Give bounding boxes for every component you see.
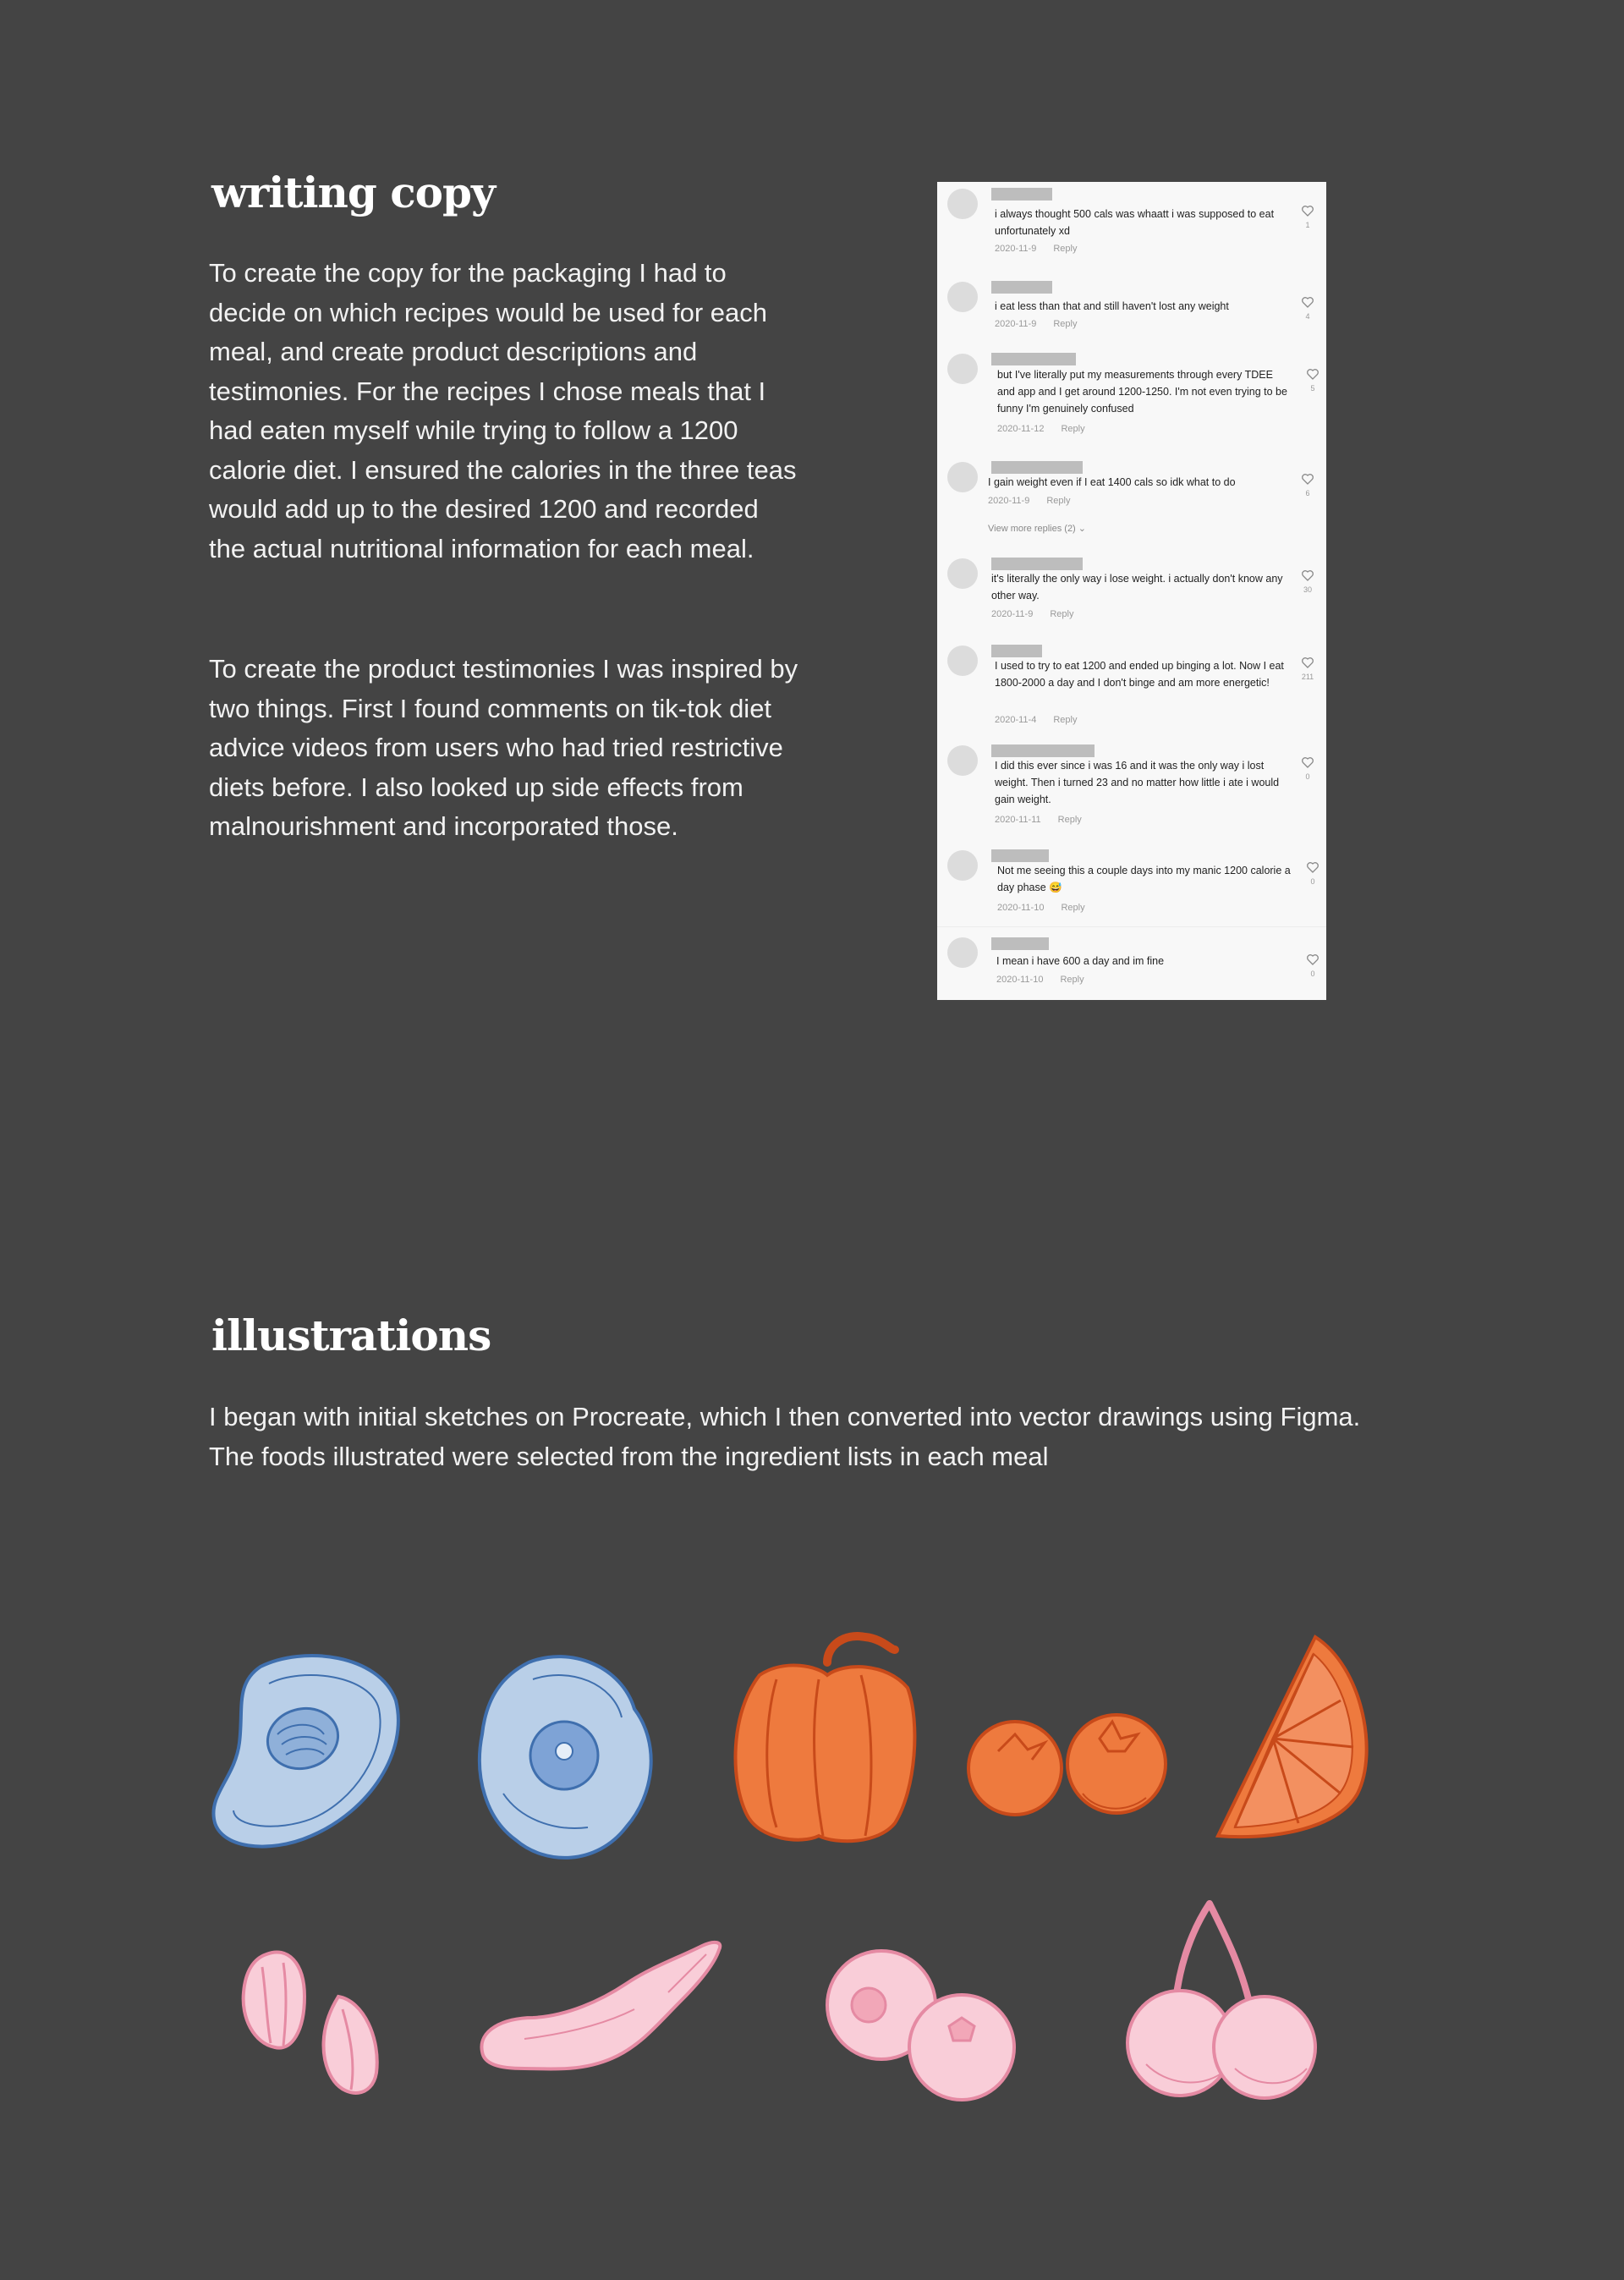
like-count: 211 <box>1301 673 1314 681</box>
comment-date: 2020-11-9 <box>995 244 1037 254</box>
writing-copy-paragraph-2: To create the product testimonies I was inspired by two things. First I found comments on tik-tok diet advice videos from users who had tried restrictive diets before. I also looked up side effects from malnourishment and incorporated those. <box>209 654 798 841</box>
like-count: 5 <box>1310 384 1315 393</box>
fried-egg-illustration <box>469 1650 664 1870</box>
avatar <box>947 937 978 968</box>
avatar <box>947 282 978 312</box>
comment-date: 2020-11-11 <box>995 815 1041 825</box>
sweet-potato-illustration <box>474 1933 727 2077</box>
avatar <box>947 189 978 219</box>
comment-item <box>937 552 1326 636</box>
reply-link[interactable]: Reply <box>1053 244 1078 254</box>
heart-icon[interactable] <box>1301 472 1314 486</box>
avocado-illustration <box>210 1650 404 1861</box>
like-count: 0 <box>1305 772 1310 781</box>
comment-meta <box>995 715 1077 725</box>
username-redacted <box>991 645 1042 657</box>
heart-icon[interactable] <box>1301 656 1314 669</box>
tomatoes-illustration <box>947 1700 1176 1827</box>
comment-date: 2020-11-9 <box>988 496 1030 506</box>
comment-date: 2020-11-9 <box>991 609 1034 619</box>
reply-link[interactable]: Reply <box>1060 975 1084 985</box>
avatar <box>947 850 978 881</box>
comment-text: I did this ever since i was 16 and it was the only way i lost weight. Then i turned 23 and no matter how little i ate i would gain weight. <box>995 760 1280 805</box>
comment-item <box>937 739 1326 840</box>
username-redacted <box>991 353 1076 365</box>
comment-meta <box>997 903 1085 913</box>
reply-link[interactable]: Reply <box>1046 496 1071 506</box>
blueberries-illustration <box>822 1946 1025 2107</box>
garlic-cloves-illustration <box>237 1946 389 2102</box>
comment-date: 2020-11-4 <box>995 715 1037 725</box>
heart-icon[interactable] <box>1306 860 1320 874</box>
comment-text: i always thought 500 cals was whaatt i was supposed to eat unfortunately xd <box>995 208 1275 237</box>
comment-meta <box>997 424 1085 434</box>
heart-icon[interactable] <box>1306 367 1320 381</box>
comment-meta <box>995 319 1077 329</box>
avatar <box>947 462 978 492</box>
comment-date: 2020-11-10 <box>996 975 1044 985</box>
username-redacted <box>991 558 1083 570</box>
writing-copy-paragraph-1: To create the copy for the packaging I had to decide on which recipes would be used for each meal, and create product descriptions and testimonies. For the recipes I chose meals that I had eaten myself while trying to follow a 1200 calorie diet. I ensured the calories in the three teas would add up to the desired 1200 and recorded the actual nutritional information for each meal. <box>209 258 797 563</box>
like-count: 0 <box>1310 877 1315 886</box>
comment-text: it's literally the only way i lose weight. i actually don't know any other way. <box>991 573 1283 602</box>
comment-meta <box>995 244 1077 254</box>
username-redacted <box>991 188 1052 201</box>
reply-link[interactable]: Reply <box>1057 815 1082 825</box>
comment-text: Not me seeing this a couple days into my manic 1200 calorie a day phase 😅 <box>997 865 1291 893</box>
comment-meta <box>991 609 1073 619</box>
comment-text: I mean i have 600 a day and im fine <box>996 955 1165 967</box>
username-redacted <box>991 849 1049 862</box>
comment-item <box>937 455 1326 540</box>
avatar <box>947 646 978 676</box>
tiktok-comments-screenshot <box>937 182 1326 1000</box>
avatar <box>947 558 978 589</box>
avatar <box>947 354 978 384</box>
heart-icon[interactable] <box>1301 755 1314 769</box>
reply-link[interactable]: Reply <box>1061 903 1085 913</box>
bell-pepper-illustration <box>726 1629 920 1844</box>
comment-item <box>937 843 1326 928</box>
comment-meta <box>995 815 1082 825</box>
like-count: 4 <box>1305 312 1310 321</box>
heart-icon[interactable] <box>1301 204 1314 217</box>
comment-text: i eat less than that and still haven't lost any weight <box>995 300 1229 312</box>
reply-link[interactable]: Reply <box>1053 715 1078 725</box>
reply-link[interactable]: Reply <box>1061 424 1085 434</box>
view-more-replies[interactable]: View more replies (2) ⌄ <box>988 524 1087 534</box>
comment-meta <box>988 496 1070 506</box>
comment-item <box>937 182 1326 266</box>
like-count: 6 <box>1305 489 1310 497</box>
comment-text: I used to try to eat 1200 and ended up binging a lot. Now I eat 1800-2000 a day and I don't binge and am more energetic! <box>995 660 1284 689</box>
heart-icon[interactable] <box>1301 569 1314 582</box>
username-redacted <box>991 744 1095 757</box>
heart-icon[interactable] <box>1306 953 1320 966</box>
comment-date: 2020-11-12 <box>997 424 1045 434</box>
comment-meta <box>996 975 1084 985</box>
like-count: 1 <box>1305 221 1310 229</box>
reply-link[interactable]: Reply <box>1053 319 1078 329</box>
comment-text: but I've literally put my measurements through every TDEE and app and I get around 1200-1250. I'm not even trying to be funny I'm genuinely confused <box>997 369 1287 415</box>
comment-item <box>937 347 1326 448</box>
comment-item <box>937 639 1326 740</box>
reply-link[interactable]: Reply <box>1050 609 1074 619</box>
heart-icon[interactable] <box>1301 295 1314 309</box>
comment-date: 2020-11-10 <box>997 903 1045 913</box>
illustrations-paragraph: I began with initial sketches on Procreate, which I then converted into vector drawings using Figma. The foods illustrated were selected from the ingredient lists in each meal <box>209 1402 1361 1471</box>
comment-item <box>937 926 1326 1000</box>
avatar <box>947 745 978 776</box>
cherries-illustration <box>1116 1895 1328 2107</box>
username-redacted <box>991 281 1052 294</box>
comment-text: I gain weight even if I eat 1400 cals so idk what to do <box>988 476 1236 488</box>
orange-slice-illustration <box>1214 1633 1374 1840</box>
username-redacted <box>991 461 1083 474</box>
comment-date: 2020-11-9 <box>995 319 1037 329</box>
writing-copy-heading: writing copy <box>211 168 495 217</box>
like-count: 30 <box>1303 585 1312 594</box>
like-count: 0 <box>1310 970 1315 978</box>
illustrations-heading: illustrations <box>211 1310 491 1360</box>
username-redacted <box>991 937 1049 950</box>
